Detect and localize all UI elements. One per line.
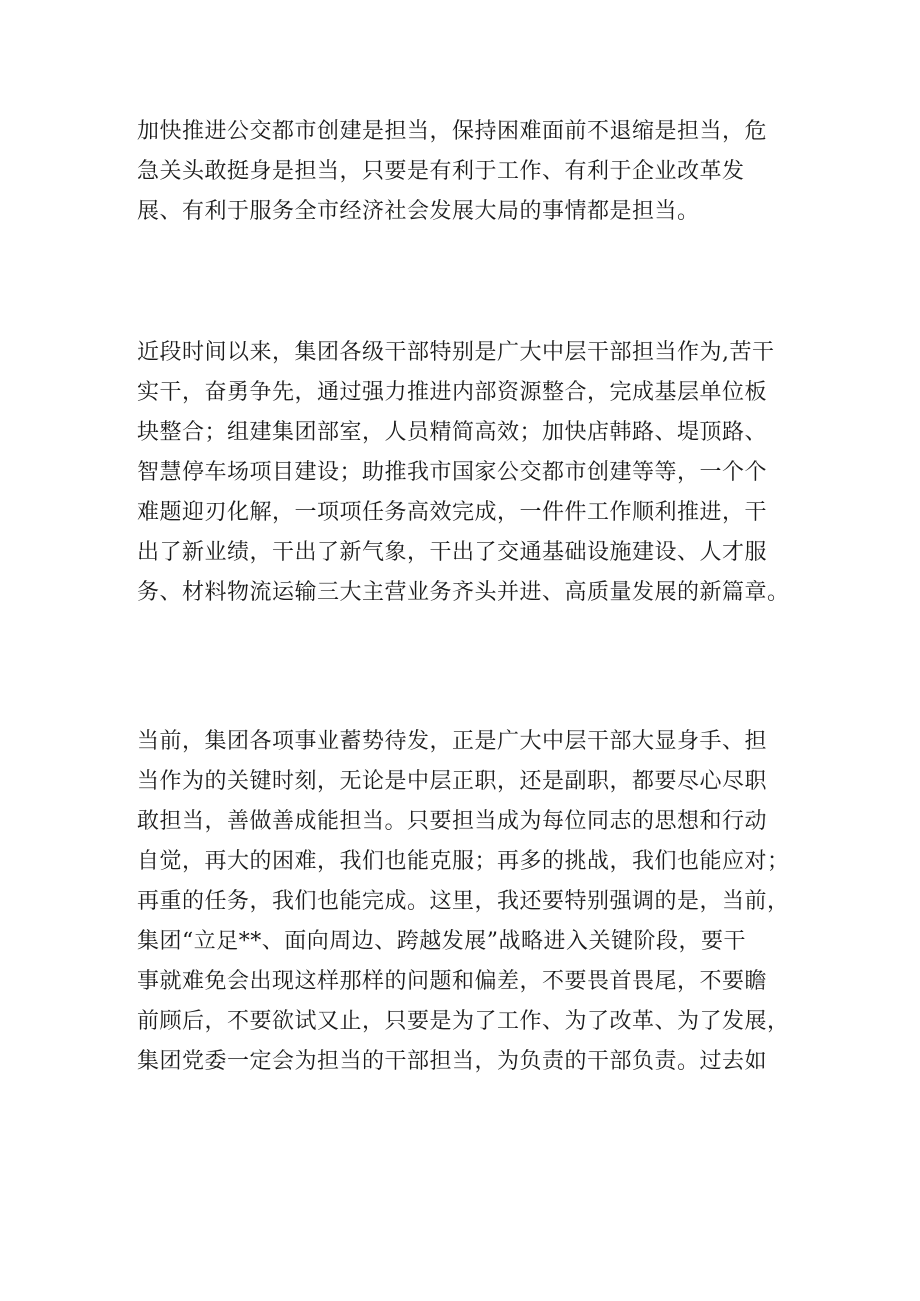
text-line: 难题迎刃化解，一项项任务高效完成，一件件工作顺利推进，干 (137, 500, 768, 525)
text-line: 出了新业绩，干出了新气象，干出了交通基础设施建设、人才服 (137, 540, 768, 565)
text-line: 当作为的关键时刻，无论是中层正职，还是副职，都要尽心尽职 (137, 769, 768, 794)
paragraph-2 (137, 333, 807, 613)
text-line: 集团党委一定会为担当的干部担当，为负责的干部负责。过去如 (137, 1049, 768, 1074)
text-line: 当前，集团各项事业蓄势待发，正是广大中层干部大显身手、担 (137, 729, 768, 754)
text-line: 务、材料物流运输三大主营业务齐头并进、高质量发展的新篇章。 (137, 580, 790, 605)
text-line: 近段时间以来，集团各级干部特别是广大中层干部担当作为,苦干 (137, 340, 775, 365)
text-line: 再重的任务，我们也能完成。这里，我还要特别强调的是，当前， (137, 889, 790, 914)
text-line: 展、有利于服务全市经济社会发展大局的事情都是担当。 (137, 199, 700, 224)
paragraph-3 (137, 722, 807, 1082)
text-line: 集团“立足**、面向周边、跨越发展”战略进入关键阶段，要干 (137, 929, 746, 954)
text-line: 加快推进公交都市创建是担当，保持困难面前不退缩是担当，危 (137, 119, 768, 144)
text-line: 急关头敢挺身是担当，只要是有利于工作、有利于企业改革发 (137, 159, 745, 184)
text-line: 前顾后，不要欲试又止，只要是为了工作、为了改革、为了发展， (137, 1009, 790, 1034)
text-line: 事就难免会出现这样那样的问题和偏差，不要畏首畏尾，不要瞻 (137, 969, 768, 994)
text-line: 块整合；组建集团部室，人员精简高效；加快店韩路、堤顶路、 (137, 420, 768, 445)
text-line: 敢担当，善做善成能担当。只要担当成为每位同志的思想和行动 (137, 809, 768, 834)
text-line: 自觉，再大的困难，我们也能克服；再多的挑战，我们也能应对； (137, 849, 790, 874)
paragraph-1 (137, 112, 807, 232)
text-line: 智慧停车场项目建设；助推我市国家公交都市创建等等，一个个 (137, 460, 768, 485)
text-line: 实干，奋勇争先，通过强力推进内部资源整合，完成基层单位板 (137, 380, 768, 405)
